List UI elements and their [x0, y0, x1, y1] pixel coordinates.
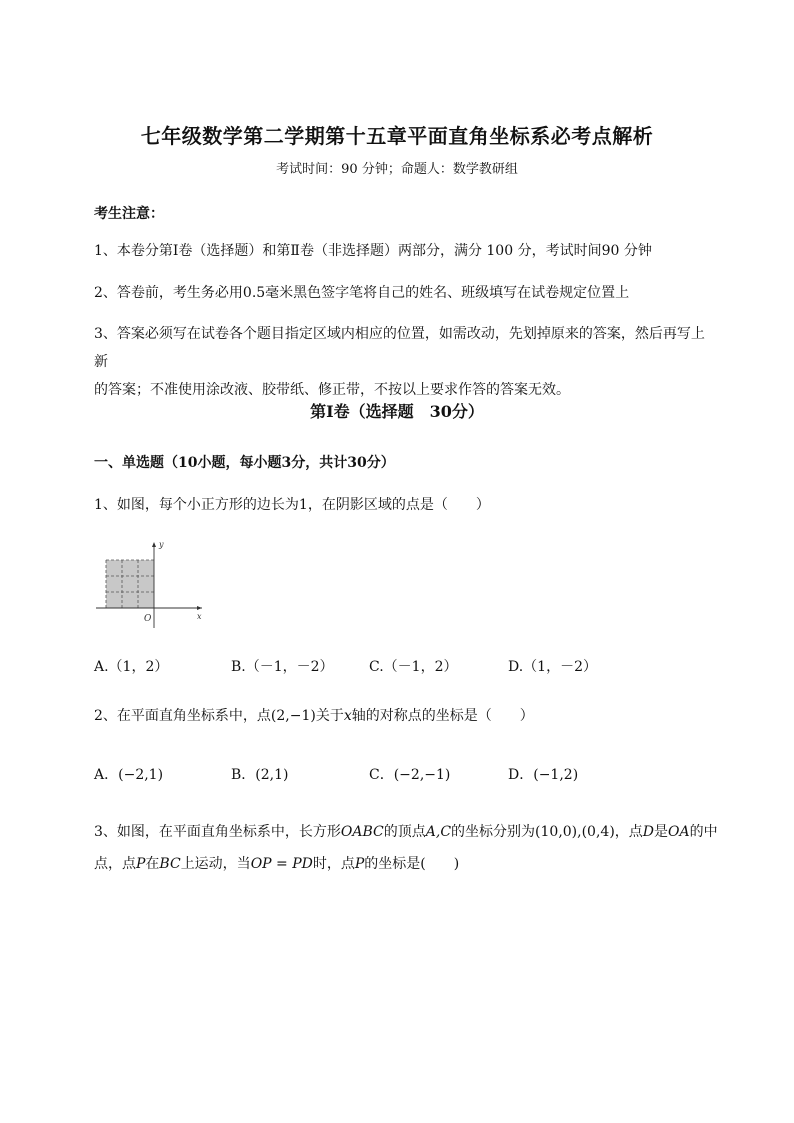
- q3-text-1: 3、如图，在平面直角坐标系中，长方形: [94, 824, 341, 840]
- q3-text-8: 在: [145, 856, 160, 872]
- q3-segment-oa: OA: [668, 824, 690, 840]
- q3-equation: OP = PD: [250, 856, 313, 872]
- section-title: 第Ⅰ卷（选择题 30分）: [310, 402, 484, 421]
- question-3-line-1: [94, 821, 718, 841]
- notice-item-3-line-1: 3、答案必须写在试卷各个题目指定区域内相应的位置，如需改动，先划掉原来的答案，然后再写上新: [94, 326, 705, 370]
- q3-text-4: ，点: [614, 824, 643, 840]
- question-2-axis: x: [343, 708, 352, 724]
- coordinate-grid-figure: [94, 538, 214, 628]
- question-1-option-d[interactable]: D.（1，－2）: [508, 659, 597, 675]
- question-2-stem-part-2: 关于: [315, 708, 344, 724]
- q3-text-10: 时，点: [312, 856, 355, 872]
- page-title: 七年级数学第二学期第十五章平面直角坐标系必考点解析: [140, 124, 654, 148]
- question-2-stem: [94, 705, 534, 725]
- q3-text-5: 是: [654, 824, 669, 840]
- q3-segment-bc: BC: [159, 856, 181, 872]
- q3-point-d: D: [642, 824, 655, 840]
- q3-text-7: 点，点: [94, 856, 136, 872]
- question-1-stem: 1、如图，每个小正方形的边长为1，在阴影区域的点是（ ）: [94, 497, 490, 513]
- q3-rect-name: OABC: [340, 824, 384, 840]
- q3-text-6: 的中: [689, 824, 718, 840]
- question-1-option-b[interactable]: B.（－1，－2）: [231, 659, 334, 675]
- exam-info: 考试时间：90 分钟；命题人：数学教研组: [276, 162, 518, 177]
- question-2-option-d[interactable]: [508, 764, 578, 784]
- question-3-line-2: [94, 853, 459, 873]
- q3-point-p: P: [136, 856, 146, 872]
- option-a-value: (−2,1): [118, 767, 164, 783]
- y-axis-arrow-icon: [152, 542, 156, 547]
- option-c-label: C．: [369, 767, 394, 783]
- section-subtitle: 一、单选题（10小题，每小题3分，共计30分）: [94, 455, 395, 471]
- y-axis-label: y: [159, 540, 164, 549]
- q3-text-11: 的坐标是( ): [364, 856, 460, 872]
- question-1-option-a[interactable]: A.（1，2）: [94, 659, 169, 675]
- q3-text-2: 的顶点: [383, 824, 426, 840]
- question-1-option-c[interactable]: C.（－1，2）: [369, 659, 458, 675]
- option-b-value: (2,1): [255, 767, 289, 783]
- option-c-value: (−2,−1): [393, 767, 451, 783]
- option-b-label: B．: [231, 767, 256, 783]
- question-2-stem-part-3: 轴的对称点的坐标是（ ）: [351, 708, 534, 724]
- q3-point-p-2: P: [354, 856, 365, 872]
- option-d-label: D．: [508, 767, 534, 783]
- q3-points: A,C: [425, 824, 452, 840]
- q3-text-3: 的坐标分别为: [451, 824, 536, 840]
- question-1-figure: [94, 538, 214, 628]
- option-a-label: A．: [94, 767, 119, 783]
- notice-heading: 考生注意：: [94, 206, 164, 222]
- option-d-value: (−1,2): [533, 767, 579, 783]
- notice-item-2: 2、答卷前，考生务必用0.5毫米黑色签字笔将自己的姓名、班级填写在试卷规定位置上: [94, 285, 630, 301]
- question-2-option-a[interactable]: [94, 764, 163, 784]
- notice-item-3: [94, 320, 714, 404]
- shaded-region: [106, 560, 154, 608]
- question-2-option-c[interactable]: [369, 764, 450, 784]
- origin-label: O: [144, 614, 152, 624]
- question-2-option-b[interactable]: [231, 764, 289, 784]
- question-2-point: (2,−1): [270, 708, 316, 724]
- notice-item-3-line-2: 的答案；不准使用涂改液、胶带纸、修正带，不按以上要求作答的答案无效。: [94, 382, 570, 398]
- x-axis-arrow-icon: [197, 606, 202, 610]
- q3-coords: (10,0),(0,4): [535, 824, 615, 840]
- q3-text-9: 上运动，当: [180, 856, 251, 872]
- x-axis-label: x: [197, 612, 202, 621]
- notice-item-1: 1、本卷分第Ⅰ卷（选择题）和第Ⅱ卷（非选择题）两部分，满分 100 分，考试时间90 分钟: [94, 243, 652, 259]
- question-2-stem-part-1: 2、在平面直角坐标系中，点: [94, 708, 271, 724]
